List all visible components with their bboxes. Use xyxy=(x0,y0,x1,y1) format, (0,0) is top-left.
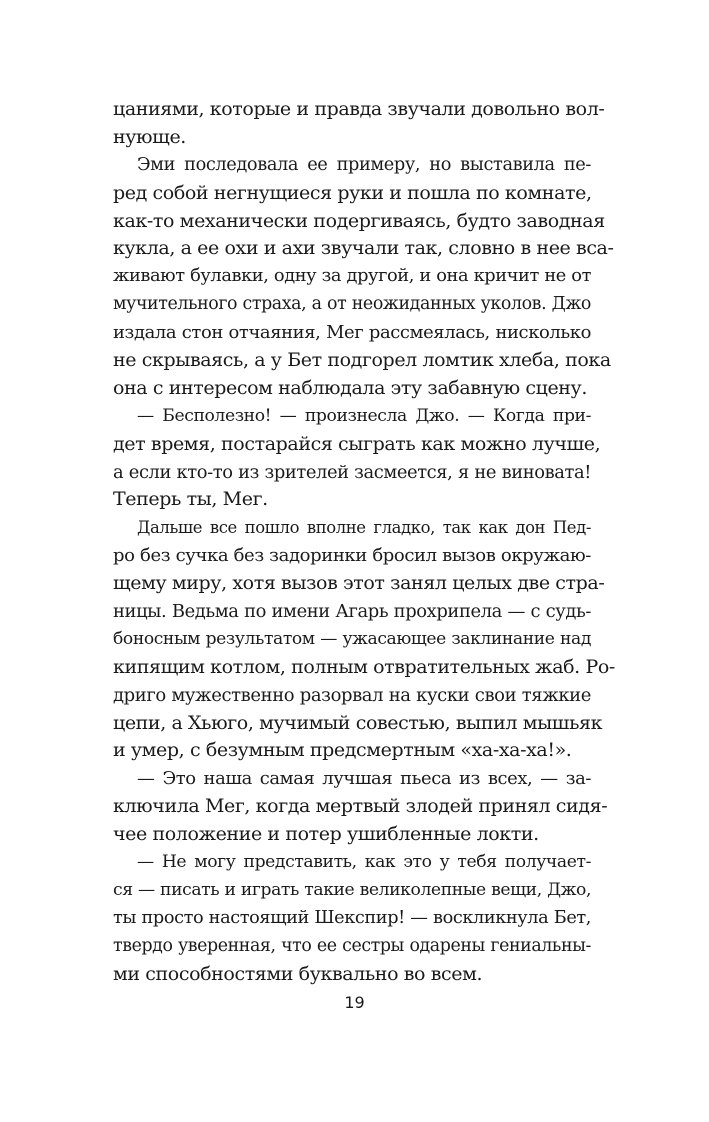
text-line: ключила Мег, когда мертвый злодей принял сидя- xyxy=(113,795,608,818)
text-line: ты просто настоящий Шекспир! — воскликнула Бет, xyxy=(113,907,591,928)
text-line: Дальше все пошло вполне гладко, так как дон Пед- xyxy=(137,518,591,538)
text-line: и умер, с безумным предсмертным «ха-ха-ха!». xyxy=(113,739,572,762)
text-line: ред собой негнущиеся руки и пошла по комнате, xyxy=(113,181,592,204)
text-line: живают булавки, одну за другой, и она кричит не от xyxy=(113,266,591,287)
page-number: 19 xyxy=(344,993,365,1012)
text-line: кукла, а ее охи и ахи звучали так, словно в нее вса- xyxy=(113,237,614,260)
text-line: дет время, постарайся сыграть как можно лучше, xyxy=(113,432,601,455)
text-line: не скрываясь, а у Бет подгорел ломтик хлеба, пока xyxy=(113,349,611,372)
text-line: ся — писать и играть такие великолепные вещи, Джо, xyxy=(113,879,591,900)
text-line: мучительного страха, а от неожиданных уколов. Джо xyxy=(113,294,591,315)
text-line: Теперь ты, Мег. xyxy=(113,488,268,511)
text-line: дриго мужественно разорвал на куски свои тяжкие xyxy=(113,684,591,706)
text-line: издала стон отчаяния, Мег рассмеялась, нисколько xyxy=(113,322,591,344)
body-text xyxy=(113,96,615,989)
text-line: она с интересом наблюдала эту забавную сцену. xyxy=(113,376,587,399)
text-line: а если кто-то из зрителей засмеется, я не виновата! xyxy=(113,461,591,483)
text-line: чее положение и потер ушибленные локти. xyxy=(113,823,539,846)
text-line: щему миру, хотя вызов этот занял целых две стра- xyxy=(113,572,605,595)
text-line: Эми последовала ее примеру, но выставила пе- xyxy=(137,154,591,175)
text-line: цепи, а Хьюго, мучимый совестью, выпил мышьяк xyxy=(113,711,603,734)
text-line: — Бесполезно! — произнесла Джо. — Когда при- xyxy=(137,405,591,426)
text-line: — Это наша самая лучшая пьеса из всех, — за- xyxy=(137,768,591,790)
text-line: кипящим котлом, полным отвратительных жаб. Ро- xyxy=(113,655,615,678)
text-line: твердо уверенная, что ее сестры одарены гениальны- xyxy=(113,935,591,956)
text-line: ницы. Ведьма по имени Агарь прохрипела — с судь- xyxy=(113,601,591,623)
text-line: боносным результатом — ужасающее заклинание над xyxy=(113,628,591,649)
text-line: цаниями, которые и правда звучали довольно вол- xyxy=(113,98,605,120)
text-line: ро без сучка без задоринки бросил вызов окружаю- xyxy=(113,545,591,567)
text-line: как-то механически подергиваясь, будто заводная xyxy=(113,209,605,232)
text-line: — Не могу представить, как это у тебя получает- xyxy=(137,852,591,873)
text-line: ми способностями буквально во всем. xyxy=(113,962,483,985)
text-line: нующе. xyxy=(113,125,186,148)
